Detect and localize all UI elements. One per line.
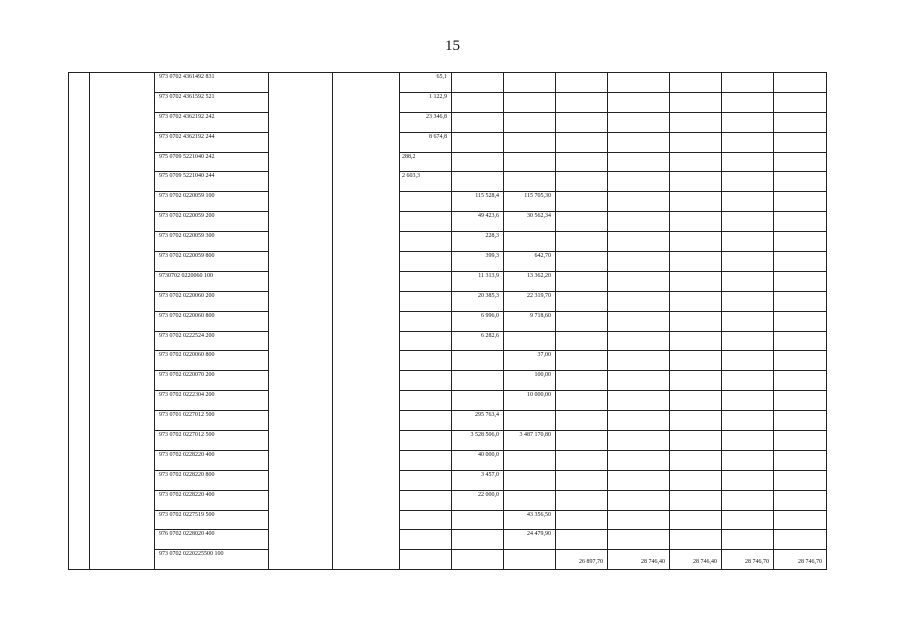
value-cell-c12 xyxy=(774,252,827,272)
table-row xyxy=(69,470,827,490)
value-cell-c11 xyxy=(722,172,774,192)
value-cell-c9 xyxy=(608,271,670,291)
value-cell-c12 xyxy=(774,232,827,252)
value-cell-c12 xyxy=(774,411,827,431)
value-cell-c12 xyxy=(774,271,827,291)
value-cell-c10 xyxy=(670,530,722,550)
value-cell-c10 xyxy=(670,431,722,451)
value-cell-c9 xyxy=(608,73,670,93)
value-cell-c9 xyxy=(608,252,670,272)
value-cell-c8 xyxy=(556,450,608,470)
value-cell-c12 xyxy=(774,212,827,232)
value-cell-c6: 22 000,0 xyxy=(452,490,504,510)
value-cell-c5: 1 122,9 xyxy=(400,92,452,112)
value-cell-c11 xyxy=(722,73,774,93)
value-cell-c12 xyxy=(774,291,827,311)
value-cell-c11: 28 746,70 xyxy=(722,550,774,570)
value-cell-c8 xyxy=(556,331,608,351)
value-cell-c9 xyxy=(608,490,670,510)
budget-table xyxy=(68,72,827,570)
table-row xyxy=(69,550,827,570)
value-cell-c10 xyxy=(670,351,722,371)
value-cell-c9 xyxy=(608,351,670,371)
blank-col-2 xyxy=(90,73,155,570)
value-cell-c8 xyxy=(556,73,608,93)
value-cell-c5 xyxy=(400,331,452,351)
value-cell-c5 xyxy=(400,450,452,470)
value-cell-c11 xyxy=(722,391,774,411)
table-row xyxy=(69,311,827,331)
budget-code-cell: 973 0702 0228220 400 xyxy=(155,450,269,470)
value-cell-c9 xyxy=(608,391,670,411)
value-cell-c7 xyxy=(504,92,556,112)
value-cell-c10 xyxy=(670,132,722,152)
budget-code-cell: 973 0702 4361492 831 xyxy=(155,73,269,93)
value-cell-c9 xyxy=(608,470,670,490)
value-cell-c6 xyxy=(452,371,504,391)
value-cell-c8 xyxy=(556,271,608,291)
budget-code-cell: 973 0702 0228220 400 xyxy=(155,490,269,510)
value-cell-c6: 11 313,9 xyxy=(452,271,504,291)
value-cell-c10 xyxy=(670,470,722,490)
table-row xyxy=(69,490,827,510)
table-row xyxy=(69,391,827,411)
value-cell-c7 xyxy=(504,132,556,152)
value-cell-c10 xyxy=(670,311,722,331)
value-cell-c12 xyxy=(774,530,827,550)
value-cell-c6 xyxy=(452,530,504,550)
value-cell-c5: 8 674,8 xyxy=(400,132,452,152)
value-cell-c8: 26 897,70 xyxy=(556,550,608,570)
value-cell-c11 xyxy=(722,291,774,311)
value-cell-c8 xyxy=(556,212,608,232)
value-cell-c7 xyxy=(504,550,556,570)
value-cell-c9 xyxy=(608,411,670,431)
value-cell-c5 xyxy=(400,252,452,272)
table-row xyxy=(69,73,827,93)
value-cell-c7: 115 705,30 xyxy=(504,192,556,212)
budget-code-cell: 973 0702 4362192 244 xyxy=(155,132,269,152)
value-cell-c6 xyxy=(452,550,504,570)
value-cell-c8 xyxy=(556,490,608,510)
value-cell-c11 xyxy=(722,271,774,291)
value-cell-c5 xyxy=(400,411,452,431)
table-row xyxy=(69,510,827,530)
value-cell-c6: 295 763,4 xyxy=(452,411,504,431)
value-cell-c5 xyxy=(400,470,452,490)
budget-code-cell: 973 0702 0220225500 100 xyxy=(155,550,269,570)
value-cell-c7 xyxy=(504,232,556,252)
value-cell-c8 xyxy=(556,172,608,192)
value-cell-c8 xyxy=(556,291,608,311)
value-cell-c12 xyxy=(774,470,827,490)
value-cell-c11 xyxy=(722,311,774,331)
budget-code-cell: 973 0702 0220060 800 xyxy=(155,311,269,331)
value-cell-c7 xyxy=(504,450,556,470)
table-row xyxy=(69,411,827,431)
value-cell-c8 xyxy=(556,311,608,331)
value-cell-c9 xyxy=(608,371,670,391)
value-cell-c8 xyxy=(556,192,608,212)
value-cell-c12 xyxy=(774,92,827,112)
value-cell-c5 xyxy=(400,291,452,311)
budget-code-cell: 973 0702 0220059 100 xyxy=(155,192,269,212)
table-row xyxy=(69,351,827,371)
table-row xyxy=(69,212,827,232)
value-cell-c9 xyxy=(608,530,670,550)
blank-col-5 xyxy=(333,73,400,570)
budget-code-cell: 973 0702 4361592 521 xyxy=(155,92,269,112)
value-cell-c12 xyxy=(774,371,827,391)
value-cell-c11 xyxy=(722,530,774,550)
value-cell-c5 xyxy=(400,550,452,570)
value-cell-c11 xyxy=(722,470,774,490)
value-cell-c6 xyxy=(452,391,504,411)
budget-code-cell: 973 0702 0222304 200 xyxy=(155,391,269,411)
value-cell-c7: 22 319,70 xyxy=(504,291,556,311)
value-cell-c7: 9 718,60 xyxy=(504,311,556,331)
value-cell-c8 xyxy=(556,510,608,530)
value-cell-c9: 28 746,40 xyxy=(608,550,670,570)
value-cell-c7 xyxy=(504,331,556,351)
value-cell-c9 xyxy=(608,172,670,192)
value-cell-c10 xyxy=(670,112,722,132)
value-cell-c10 xyxy=(670,192,722,212)
value-cell-c5 xyxy=(400,351,452,371)
value-cell-c6 xyxy=(452,92,504,112)
table-row xyxy=(69,530,827,550)
table-row xyxy=(69,132,827,152)
blank-col-1 xyxy=(69,73,90,570)
value-cell-c10 xyxy=(670,271,722,291)
budget-code-cell: 973 0702 0220070 200 xyxy=(155,371,269,391)
value-cell-c10 xyxy=(670,172,722,192)
value-cell-c10 xyxy=(670,291,722,311)
value-cell-c5 xyxy=(400,391,452,411)
value-cell-c7 xyxy=(504,411,556,431)
value-cell-c12 xyxy=(774,73,827,93)
value-cell-c9 xyxy=(608,311,670,331)
value-cell-c12 xyxy=(774,351,827,371)
value-cell-c10: 28 746,40 xyxy=(670,550,722,570)
budget-code-cell: 9730702 0220060 100 xyxy=(155,271,269,291)
table-row xyxy=(69,192,827,212)
value-cell-c5: 2 603,3 xyxy=(400,172,452,192)
value-cell-c5: 65,1 xyxy=(400,73,452,93)
value-cell-c9 xyxy=(608,450,670,470)
value-cell-c7: 100,00 xyxy=(504,371,556,391)
value-cell-c9 xyxy=(608,212,670,232)
value-cell-c10 xyxy=(670,371,722,391)
value-cell-c10 xyxy=(670,510,722,530)
value-cell-c11 xyxy=(722,112,774,132)
table-row xyxy=(69,112,827,132)
value-cell-c11 xyxy=(722,232,774,252)
value-cell-c7 xyxy=(504,490,556,510)
value-cell-c8 xyxy=(556,411,608,431)
value-cell-c6: 115 528,4 xyxy=(452,192,504,212)
value-cell-c6: 399,3 xyxy=(452,252,504,272)
value-cell-c6: 40 000,0 xyxy=(452,450,504,470)
budget-code-cell: 973 0702 0220060 200 xyxy=(155,291,269,311)
value-cell-c8 xyxy=(556,132,608,152)
value-cell-c11 xyxy=(722,431,774,451)
page-number: 15 xyxy=(445,38,460,54)
value-cell-c6: 3 457,0 xyxy=(452,470,504,490)
value-cell-c11 xyxy=(722,351,774,371)
value-cell-c6: 20 385,3 xyxy=(452,291,504,311)
value-cell-c7: 3 487 170,80 xyxy=(504,431,556,451)
value-cell-c9 xyxy=(608,510,670,530)
budget-code-cell: 973 0702 0228220 800 xyxy=(155,470,269,490)
value-cell-c5: 288,2 xyxy=(400,152,452,172)
value-cell-c10 xyxy=(670,92,722,112)
value-cell-c11 xyxy=(722,192,774,212)
budget-code-cell: 973 0702 0220060 800 xyxy=(155,351,269,371)
table-row xyxy=(69,291,827,311)
value-cell-c7 xyxy=(504,172,556,192)
value-cell-c6: 6 996,0 xyxy=(452,311,504,331)
value-cell-c7: 642,70 xyxy=(504,252,556,272)
value-cell-c10 xyxy=(670,391,722,411)
value-cell-c10 xyxy=(670,331,722,351)
value-cell-c6: 49 423,6 xyxy=(452,212,504,232)
value-cell-c11 xyxy=(722,212,774,232)
budget-code-cell: 973 0702 0220059 800 xyxy=(155,252,269,272)
blank-col-4 xyxy=(269,73,333,570)
budget-code-cell: 973 0702 0227012 500 xyxy=(155,431,269,451)
value-cell-c10 xyxy=(670,212,722,232)
value-cell-c6 xyxy=(452,172,504,192)
value-cell-c5 xyxy=(400,510,452,530)
value-cell-c11 xyxy=(722,331,774,351)
value-cell-c8 xyxy=(556,92,608,112)
value-cell-c12 xyxy=(774,192,827,212)
table-row xyxy=(69,232,827,252)
value-cell-c7: 37,00 xyxy=(504,351,556,371)
value-cell-c11 xyxy=(722,371,774,391)
value-cell-c10 xyxy=(670,73,722,93)
value-cell-c7: 30 562,34 xyxy=(504,212,556,232)
value-cell-c6 xyxy=(452,152,504,172)
value-cell-c11 xyxy=(722,490,774,510)
value-cell-c8 xyxy=(556,112,608,132)
value-cell-c8 xyxy=(556,152,608,172)
budget-code-cell: 976 0702 0228020 400 xyxy=(155,530,269,550)
value-cell-c12 xyxy=(774,431,827,451)
value-cell-c7: 24 479,90 xyxy=(504,530,556,550)
table-row xyxy=(69,450,827,470)
value-cell-c9 xyxy=(608,431,670,451)
budget-code-cell: 973 0702 0227519 500 xyxy=(155,510,269,530)
value-cell-c11 xyxy=(722,411,774,431)
value-cell-c6 xyxy=(452,73,504,93)
value-cell-c12: 28 746,70 xyxy=(774,550,827,570)
value-cell-c7: 13 362,20 xyxy=(504,271,556,291)
value-cell-c9 xyxy=(608,132,670,152)
value-cell-c9 xyxy=(608,152,670,172)
value-cell-c12 xyxy=(774,311,827,331)
value-cell-c12 xyxy=(774,490,827,510)
value-cell-c10 xyxy=(670,450,722,470)
value-cell-c5 xyxy=(400,530,452,550)
value-cell-c10 xyxy=(670,152,722,172)
table-row xyxy=(69,252,827,272)
table-row xyxy=(69,371,827,391)
value-cell-c11 xyxy=(722,152,774,172)
table-row xyxy=(69,152,827,172)
value-cell-c11 xyxy=(722,450,774,470)
value-cell-c5 xyxy=(400,431,452,451)
value-cell-c5 xyxy=(400,212,452,232)
value-cell-c8 xyxy=(556,431,608,451)
value-cell-c10 xyxy=(670,252,722,272)
value-cell-c8 xyxy=(556,252,608,272)
value-cell-c6 xyxy=(452,351,504,371)
table-row xyxy=(69,331,827,351)
value-cell-c9 xyxy=(608,112,670,132)
value-cell-c10 xyxy=(670,411,722,431)
budget-code-cell: 973 0701 0227012 500 xyxy=(155,411,269,431)
value-cell-c10 xyxy=(670,232,722,252)
value-cell-c9 xyxy=(608,192,670,212)
value-cell-c8 xyxy=(556,371,608,391)
value-cell-c5 xyxy=(400,490,452,510)
value-cell-c8 xyxy=(556,232,608,252)
value-cell-c7 xyxy=(504,73,556,93)
table-row xyxy=(69,172,827,192)
value-cell-c9 xyxy=(608,331,670,351)
value-cell-c6: 228,3 xyxy=(452,232,504,252)
value-cell-c7 xyxy=(504,470,556,490)
value-cell-c7 xyxy=(504,152,556,172)
table-row xyxy=(69,431,827,451)
budget-code-cell: 973 0702 0220059 200 xyxy=(155,212,269,232)
table-row xyxy=(69,92,827,112)
value-cell-c6: 6 282,6 xyxy=(452,331,504,351)
value-cell-c6 xyxy=(452,510,504,530)
value-cell-c11 xyxy=(722,92,774,112)
value-cell-c7: 10 000,00 xyxy=(504,391,556,411)
value-cell-c5 xyxy=(400,371,452,391)
value-cell-c8 xyxy=(556,391,608,411)
value-cell-c5 xyxy=(400,311,452,331)
budget-code-cell: 973 0702 4362192 242 xyxy=(155,112,269,132)
value-cell-c6: 3 528 506,0 xyxy=(452,431,504,451)
value-cell-c12 xyxy=(774,510,827,530)
value-cell-c12 xyxy=(774,172,827,192)
value-cell-c8 xyxy=(556,351,608,371)
value-cell-c9 xyxy=(608,291,670,311)
value-cell-c9 xyxy=(608,232,670,252)
table-row xyxy=(69,271,827,291)
value-cell-c6 xyxy=(452,112,504,132)
value-cell-c8 xyxy=(556,470,608,490)
value-cell-c10 xyxy=(670,490,722,510)
value-cell-c12 xyxy=(774,450,827,470)
value-cell-c7: 43 356,50 xyxy=(504,510,556,530)
value-cell-c12 xyxy=(774,132,827,152)
value-cell-c5: 23 346,8 xyxy=(400,112,452,132)
value-cell-c7 xyxy=(504,112,556,132)
value-cell-c11 xyxy=(722,132,774,152)
value-cell-c11 xyxy=(722,252,774,272)
budget-code-cell: 975 0709 5221040 242 xyxy=(155,152,269,172)
value-cell-c11 xyxy=(722,510,774,530)
value-cell-c5 xyxy=(400,232,452,252)
value-cell-c12 xyxy=(774,152,827,172)
value-cell-c6 xyxy=(452,132,504,152)
value-cell-c12 xyxy=(774,112,827,132)
budget-code-cell: 973 0702 0222524 200 xyxy=(155,331,269,351)
value-cell-c5 xyxy=(400,192,452,212)
value-cell-c9 xyxy=(608,92,670,112)
budget-code-cell: 973 0702 0220059 300 xyxy=(155,232,269,252)
value-cell-c12 xyxy=(774,331,827,351)
value-cell-c12 xyxy=(774,391,827,411)
value-cell-c8 xyxy=(556,530,608,550)
budget-code-cell: 975 0709 5221040 244 xyxy=(155,172,269,192)
value-cell-c5 xyxy=(400,271,452,291)
